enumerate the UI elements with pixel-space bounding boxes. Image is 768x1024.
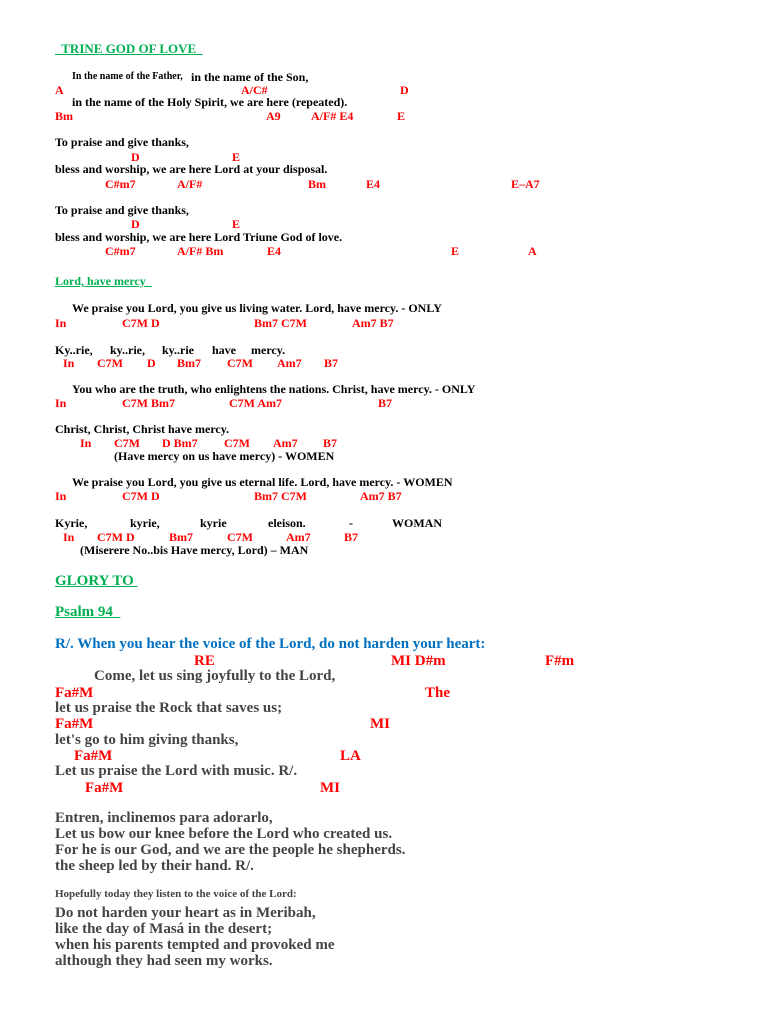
psalm-line: like the day of Masá in the desert; bbox=[55, 921, 273, 937]
chord: C7M bbox=[224, 436, 250, 450]
psalm-line: when his parents tempted and provoked me bbox=[55, 937, 335, 953]
chord: C7M D bbox=[122, 316, 160, 330]
section-title-psalm-94: Psalm 94 bbox=[55, 604, 121, 620]
lyric-word: WOMAN bbox=[392, 516, 442, 530]
chord: Am7 B7 bbox=[360, 489, 402, 503]
chord: Am7 bbox=[273, 436, 298, 450]
chord: A9 bbox=[266, 109, 281, 123]
chord: B7 bbox=[324, 356, 339, 370]
chord: D bbox=[131, 217, 140, 231]
chord: A/F# E4 bbox=[311, 109, 354, 123]
chord: The bbox=[425, 685, 451, 701]
chord: Bm bbox=[55, 109, 73, 123]
chord: C7M bbox=[114, 436, 140, 450]
chord: In bbox=[55, 489, 67, 503]
psalm-line: Do not harden your heart as in Meribah, bbox=[55, 905, 316, 921]
lyric-word: Ky..rie, bbox=[55, 343, 93, 357]
chord: Bm7 bbox=[177, 356, 201, 370]
lyric-word: kyrie bbox=[200, 516, 227, 530]
chord-line bbox=[0, 316, 768, 332]
psalm-line: let us praise the Rock that saves us; bbox=[55, 700, 283, 716]
chord: A bbox=[528, 244, 537, 258]
chord: D bbox=[400, 83, 409, 97]
chord: MI bbox=[370, 716, 390, 732]
chord: MI bbox=[320, 780, 340, 796]
psalm-line: although they had seen my works. bbox=[55, 953, 273, 969]
song-title-trine-god-of-love: TRINE GOD OF LOVE bbox=[55, 41, 203, 56]
lyric-word: ky..rie, bbox=[110, 343, 145, 357]
chord: A/C# bbox=[241, 83, 268, 97]
chord: A/F# Bm bbox=[177, 244, 224, 258]
chord: E bbox=[451, 244, 460, 258]
psalm-line: Let us praise the Lord with music. R/. bbox=[55, 763, 298, 779]
chord: Fa#M bbox=[55, 716, 94, 732]
lyric-line: Christ, Christ, Christ have mercy. bbox=[55, 422, 230, 436]
lyric-word: kyrie, bbox=[130, 516, 160, 530]
lyric-word: Kyrie, bbox=[55, 516, 88, 530]
lyric-line: We praise you Lord, you give us living water. Lord, have mercy. - ONLY bbox=[72, 301, 442, 315]
chord: B7 bbox=[323, 436, 338, 450]
chord: In bbox=[55, 396, 67, 410]
chord-line bbox=[0, 356, 768, 372]
psalm-line: the sheep led by their hand. R/. bbox=[55, 858, 254, 874]
lyric-line: in the name of the Holy Spirit, we are here (repeated). bbox=[72, 95, 348, 109]
chord: Fa#M bbox=[74, 748, 113, 764]
chord: Fa#M bbox=[55, 685, 94, 701]
psalm-line: For he is our God, and we are the people he shepherds. bbox=[55, 842, 406, 858]
chord: Bm7 C7M bbox=[254, 316, 307, 330]
lyric-word: - bbox=[349, 516, 353, 530]
chord-line bbox=[0, 489, 768, 505]
lyric-word: mercy. bbox=[251, 343, 286, 357]
chord: Am7 bbox=[277, 356, 302, 370]
chord-line bbox=[0, 396, 768, 412]
chord: C7M bbox=[227, 530, 253, 544]
psalm-line: Let us bow our knee before the Lord who created us. bbox=[55, 826, 393, 842]
chord: E4 bbox=[267, 244, 282, 258]
lyric-word: ky..rie bbox=[162, 343, 194, 357]
psalm-line: Entren, inclinemos para adorarlo, bbox=[55, 810, 273, 826]
chord: C7M bbox=[97, 356, 123, 370]
chord: E4 bbox=[366, 177, 381, 191]
lyric-line: (Miserere No..bis Have mercy, Lord) – MAN bbox=[80, 543, 309, 557]
chord: Bm7 C7M bbox=[254, 489, 307, 503]
section-title-glory-to: GLORY TO bbox=[55, 573, 138, 589]
chord: D bbox=[147, 356, 156, 370]
chord-line bbox=[0, 244, 768, 260]
lyric-small-text: In the name of the Father, bbox=[72, 71, 183, 82]
section-title-lord-have-mercy: Lord, have mercy bbox=[55, 274, 152, 288]
chord: In bbox=[55, 316, 67, 330]
chord: C#m7 bbox=[105, 177, 136, 191]
chord: Bm bbox=[308, 177, 326, 191]
chord: C7M Am7 bbox=[229, 396, 282, 410]
chord: C7M Bm7 bbox=[122, 396, 175, 410]
lyric-line: bless and worship, we are here Lord Triune God of love. bbox=[55, 230, 343, 244]
chord-line bbox=[0, 177, 768, 193]
chord: B7 bbox=[344, 530, 359, 544]
lyric-line: We praise you Lord, you give us eternal life. Lord, have mercy. - WOMEN bbox=[72, 475, 453, 489]
psalm-refrain: R/. When you hear the voice of the Lord, do not harden your heart: bbox=[55, 636, 486, 652]
chord: In bbox=[63, 356, 75, 370]
chord: D Bm7 bbox=[162, 436, 198, 450]
chord: LA bbox=[340, 748, 361, 764]
chord-line bbox=[0, 780, 768, 798]
lyric-line: To praise and give thanks, bbox=[55, 203, 189, 217]
chord: Am7 bbox=[286, 530, 311, 544]
chord: C7M D bbox=[122, 489, 160, 503]
lyric-text: in the name of the Son, bbox=[188, 70, 309, 84]
chord: A/F# bbox=[177, 177, 203, 191]
chord: C#m7 bbox=[105, 244, 136, 258]
chord: A bbox=[55, 83, 64, 97]
lyric-line: bless and worship, we are here Lord at your disposal. bbox=[55, 162, 328, 176]
chord: Fa#M bbox=[85, 780, 124, 796]
psalm-small-line: Hopefully today they listen to the voice of the Lord: bbox=[55, 888, 297, 900]
chord: In bbox=[80, 436, 92, 450]
chord: In bbox=[63, 530, 75, 544]
chord: F#m bbox=[545, 653, 575, 669]
chord: E bbox=[232, 217, 241, 231]
chord: E bbox=[397, 109, 406, 123]
chord: E bbox=[232, 150, 241, 164]
lyric-line: To praise and give thanks, bbox=[55, 135, 189, 149]
chord: MI D#m bbox=[391, 653, 446, 669]
lyric-line: (Have mercy on us have mercy) - WOMEN bbox=[114, 449, 335, 463]
chord: E–A7 bbox=[511, 177, 540, 191]
psalm-line: Come, let us sing joyfully to the Lord, bbox=[94, 668, 336, 684]
chord-line bbox=[0, 109, 768, 125]
chord: Am7 B7 bbox=[352, 316, 394, 330]
chord: B7 bbox=[378, 396, 393, 410]
chord: D bbox=[131, 150, 140, 164]
chord: RE bbox=[194, 653, 215, 669]
lyric-word: eleison. bbox=[268, 516, 306, 530]
lyric-word: have bbox=[212, 343, 236, 357]
psalm-line: let's go to him giving thanks, bbox=[55, 732, 239, 748]
chord: C7M bbox=[227, 356, 253, 370]
chord: C7M D bbox=[97, 530, 135, 544]
lyric-line: You who are the truth, who enlightens the nations. Christ, have mercy. - ONLY bbox=[72, 382, 476, 396]
chord: Bm7 bbox=[169, 530, 193, 544]
